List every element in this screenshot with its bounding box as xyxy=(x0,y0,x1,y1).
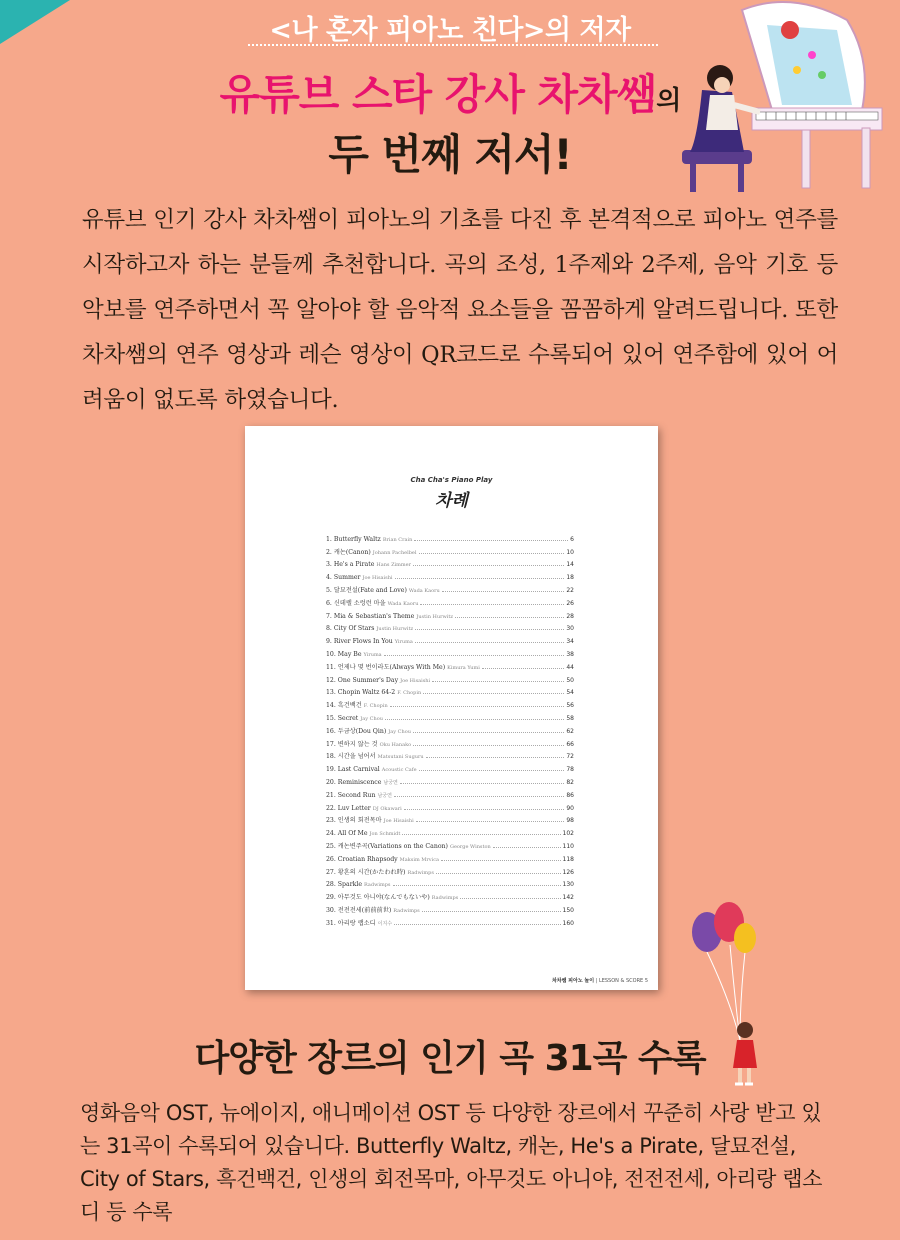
toc-item-title: 20. Reminiscence xyxy=(326,778,382,786)
toc-leader xyxy=(404,809,565,810)
toc-item-title: 26. Croatian Rhapsody xyxy=(326,855,398,863)
toc-item-page: 130 xyxy=(562,881,574,889)
toc-item-page: 54 xyxy=(566,689,574,697)
top-title: <나 혼자 피아노 친다>의 저자 xyxy=(269,15,631,46)
toc-item-page: 6 xyxy=(570,535,574,543)
toc-item-page: 142 xyxy=(562,894,574,902)
toc-item-page: 90 xyxy=(566,804,574,812)
toc-leader xyxy=(414,540,568,541)
toc-title: 차례 xyxy=(435,491,468,511)
toc-leader xyxy=(441,860,561,861)
toc-item-page: 18 xyxy=(566,574,574,582)
toc-item-title: 22. Luv Letter xyxy=(326,804,371,812)
toc-leader xyxy=(455,617,564,618)
toc-item xyxy=(326,786,574,799)
toc-leader xyxy=(400,783,565,784)
toc-item-page: 126 xyxy=(562,868,574,876)
toc-item-composer: Justin Hurwitz xyxy=(416,613,454,620)
toc-leader xyxy=(423,693,564,694)
toc-item-composer: Radwimps xyxy=(393,907,420,914)
toc-item xyxy=(326,556,574,569)
toc-item xyxy=(326,607,574,620)
toc-leader xyxy=(422,911,561,912)
toc-leader xyxy=(482,668,565,669)
toc-leader xyxy=(460,898,560,899)
toc-item-page: 30 xyxy=(566,625,574,633)
toc-item-title: 7. Mia & Sebastian's Theme xyxy=(326,612,415,620)
toc-item-composer: Matsutani Suguru xyxy=(377,754,424,761)
toc-item-title: 17. 변하지 않는 것 xyxy=(326,740,378,748)
toc-item-page: 34 xyxy=(566,638,574,646)
toc-item xyxy=(326,594,574,607)
toc-item xyxy=(326,632,574,645)
toc-item-title: 15. Secret xyxy=(326,714,359,722)
toc-item-composer: 남궁연 xyxy=(377,792,392,799)
headline-line2: 두 번째 저서! xyxy=(328,130,572,179)
toc-item xyxy=(326,888,574,901)
toc-item-title: 14. 흑건백건 xyxy=(326,702,362,710)
toc-item-composer: Hans Zimmer xyxy=(376,562,411,569)
section2-paragraph: 영화음악 OST, 뉴에이지, 애니메이션 OST 등 다양한 장르에서 꾸준히 사랑 받고 있는 31곡이 수록되어 있습니다. Butterfly Waltz, 캐논, He's a Pirate, 달묘전설, City of Stars, 흑건백건, 인생의 회전목마, 아무것도 아니야, 전전전세, 아리랑 랩소디 등 수록 xyxy=(80,1101,823,1224)
toc-item-composer: Wada Kaoru xyxy=(387,600,419,607)
toc-item-composer: Justin Hurwitz xyxy=(376,626,414,633)
toc-item-page: 160 xyxy=(562,919,574,927)
toc-item-title: 29. 아무것도 아니야(なんでもないや) xyxy=(326,894,430,902)
headline-highlight: 유튜브 스타 강사 차차쌤 xyxy=(219,70,657,119)
toc-item-composer: Radwimps xyxy=(431,895,459,902)
intro-paragraph: 유튜브 인기 강사 차차쌤이 피아노의 기초를 다진 후 본격적으로 피아노 연주를 시작하고자 하는 분들께 추천합니다. 곡의 조성, 1주제와 2주제, 음악 기호 등 악보를 연주하면서 꼭 알아야 할 음악적 요소들을 꼼꼼하게 알려드립니다. 또한 차차쌤의 연주 영상과 레슨 영상이 QR코드로 수록되어 있어 연주함에 있어 어려움이 없도록 하였습니다. xyxy=(82,207,838,413)
toc-leader xyxy=(493,847,561,848)
toc-item-composer: Oku Hanako xyxy=(379,741,412,748)
toc-leader xyxy=(420,604,564,605)
toc-footer-page: 5 xyxy=(644,978,648,984)
toc-item xyxy=(326,645,574,658)
toc-item-composer: Jon Schmidt xyxy=(369,831,401,838)
toc-item-composer: Yiruma xyxy=(394,639,413,646)
toc-item-composer: Wada Kaoru xyxy=(408,587,440,594)
toc-item-title: 28. Sparkle xyxy=(326,881,363,889)
toc-item-page: 62 xyxy=(566,727,574,735)
toc-leader xyxy=(384,655,565,656)
toc-leader xyxy=(432,681,564,682)
toc-leader xyxy=(393,885,561,886)
toc-item xyxy=(326,799,574,812)
toc-item-title: 12. One Summer's Day xyxy=(326,676,399,684)
toc-item-composer: F. Chopin xyxy=(397,690,422,697)
toc-leader xyxy=(442,591,565,592)
pianist-illustration xyxy=(672,0,900,195)
toc-item-composer: Jay Chou xyxy=(388,728,411,735)
toc-item-title: 11. 언제나 몇 번이라도(Always With Me) xyxy=(326,663,446,671)
toc-item-title: 3. He's a Pirate xyxy=(326,561,375,569)
toc-item-composer: Joe Hisaishi xyxy=(383,818,414,825)
toc-item-title: 1. Butterfly Waltz xyxy=(326,535,381,543)
toc-item-title: 19. Last Carnival xyxy=(326,766,380,774)
toc-item-composer: Jay Chou xyxy=(360,715,383,722)
toc-item-title: 2. 캐논(Canon) xyxy=(326,548,371,556)
toc-page-preview xyxy=(245,426,658,990)
toc-item xyxy=(326,658,574,671)
toc-item-page: 72 xyxy=(566,753,574,761)
toc-item-page: 98 xyxy=(566,817,574,825)
toc-leader xyxy=(394,796,564,797)
toc-item-title: 13. Chopin Waltz 64-2 xyxy=(326,689,396,697)
toc-subtitle: Cha Cha's Piano Play xyxy=(410,476,493,484)
toc-item xyxy=(326,671,574,684)
section2-headline: 다양한 장르의 인기 곡 31곡 수록 xyxy=(194,1038,706,1079)
headline-suffix: 의 xyxy=(656,86,681,116)
toc-item-page: 50 xyxy=(566,676,574,684)
toc-item xyxy=(326,735,574,748)
toc-item-page: 118 xyxy=(562,855,574,863)
toc-list xyxy=(326,530,574,927)
toc-item xyxy=(326,876,574,889)
toc-item-page: 10 xyxy=(566,548,574,556)
toc-item-title: 23. 인생의 회전목마 xyxy=(326,817,382,825)
toc-item xyxy=(326,568,574,581)
toc-item-title: 27. 황혼의 시간(かたわれ時) xyxy=(326,868,406,876)
toc-item xyxy=(326,901,574,914)
toc-item-composer: DJ Okawari xyxy=(372,805,402,812)
toc-item-title: 30. 전전전세(前前前世) xyxy=(326,906,392,914)
toc-footer: 차차쌤 피아노 놀이 | LESSON & SCORE 5 xyxy=(551,978,648,984)
toc-item-title: 6. 신데렐 소렁런 마을 xyxy=(326,599,386,607)
toc-item-page: 38 xyxy=(566,650,574,658)
toc-item xyxy=(326,530,574,543)
toc-footer-text: LESSON & SCORE xyxy=(598,978,644,984)
toc-leader xyxy=(395,578,565,579)
toc-leader xyxy=(436,873,561,874)
toc-item-composer: Radwimps xyxy=(407,869,434,876)
toc-leader xyxy=(415,629,564,630)
toc-item-title: 10. May Be xyxy=(326,650,362,658)
toc-footer-brand: 차차쌤 피아노 놀이 xyxy=(551,978,595,984)
toc-item xyxy=(326,824,574,837)
toc-item-title: 31. 아리랑 랩소디 xyxy=(326,919,376,927)
toc-item-page: 56 xyxy=(566,702,574,710)
toc-item xyxy=(326,581,574,594)
toc-leader xyxy=(413,745,564,746)
toc-item-composer: Maksim Mrvica xyxy=(399,856,440,863)
toc-item xyxy=(326,773,574,786)
toc-item xyxy=(326,722,574,735)
toc-item-composer: Kimura Yumi xyxy=(447,664,480,671)
toc-item xyxy=(326,863,574,876)
toc-item-composer: Johann Pachelbel xyxy=(372,549,417,556)
toc-item-composer: Yiruma xyxy=(363,651,382,658)
toc-item-title: 18. 시간을 넘어서 xyxy=(326,753,376,761)
toc-leader xyxy=(416,821,565,822)
toc-item-page: 66 xyxy=(566,740,574,748)
toc-item-composer: 남궁연 xyxy=(383,779,398,786)
toc-item-page: 22 xyxy=(566,586,574,594)
toc-item-page: 28 xyxy=(566,612,574,620)
toc-item-composer: F. Chopin xyxy=(363,703,388,710)
toc-item-page: 150 xyxy=(562,906,574,914)
toc-item-title: 16. 두금상(Dou Qin) xyxy=(326,727,387,735)
toc-item-title: 9. River Flows In You xyxy=(326,638,393,646)
toc-leader xyxy=(426,757,565,758)
toc-leader xyxy=(390,706,565,707)
toc-leader xyxy=(394,924,560,925)
toc-item-composer: Radwimps xyxy=(364,882,391,889)
toc-leader xyxy=(419,553,565,554)
toc-leader xyxy=(415,642,565,643)
toc-item-page: 82 xyxy=(566,778,574,786)
toc-item-page: 86 xyxy=(566,791,574,799)
toc-item xyxy=(326,812,574,825)
toc-leader xyxy=(413,732,564,733)
toc-item xyxy=(326,748,574,761)
toc-item-page: 26 xyxy=(566,599,574,607)
toc-item xyxy=(326,620,574,633)
toc-item-title: 24. All Of Me xyxy=(326,830,368,838)
toc-item xyxy=(326,850,574,863)
toc-item-composer: George Winston xyxy=(449,843,491,850)
toc-item xyxy=(326,760,574,773)
toc-leader xyxy=(402,834,560,835)
toc-item-composer: Joe Hisaishi xyxy=(362,575,393,582)
toc-item-page: 110 xyxy=(562,842,574,850)
toc-item xyxy=(326,837,574,850)
toc-item-composer: Brian Crain xyxy=(382,536,413,543)
toc-leader xyxy=(419,770,565,771)
toc-item-page: 58 xyxy=(566,714,574,722)
toc-leader xyxy=(385,719,564,720)
dotted-divider xyxy=(248,44,658,46)
toc-item-page: 44 xyxy=(566,663,574,671)
toc-item-composer: Joe Hisaishi xyxy=(400,677,431,684)
toc-item-title: 8. City Of Stars xyxy=(326,625,375,633)
toc-item xyxy=(326,684,574,697)
toc-item-composer: 이지수 xyxy=(377,920,393,927)
toc-item-page: 102 xyxy=(562,830,574,838)
toc-item-title: 25. 캐논변주곡(Variations on the Canon) xyxy=(326,842,448,850)
toc-item-composer: Acoustic Cafe xyxy=(381,767,417,774)
toc-item-title: 21. Second Run xyxy=(326,791,376,799)
toc-item xyxy=(326,696,574,709)
toc-item xyxy=(326,914,574,927)
toc-item-page: 78 xyxy=(566,766,574,774)
toc-item xyxy=(326,709,574,722)
toc-item xyxy=(326,543,574,556)
toc-item-title: 5. 달묘전설(Fate and Love) xyxy=(326,586,407,594)
toc-leader xyxy=(413,565,564,566)
toc-item-page: 14 xyxy=(566,561,574,569)
toc-item-title: 4. Summer xyxy=(326,574,361,582)
